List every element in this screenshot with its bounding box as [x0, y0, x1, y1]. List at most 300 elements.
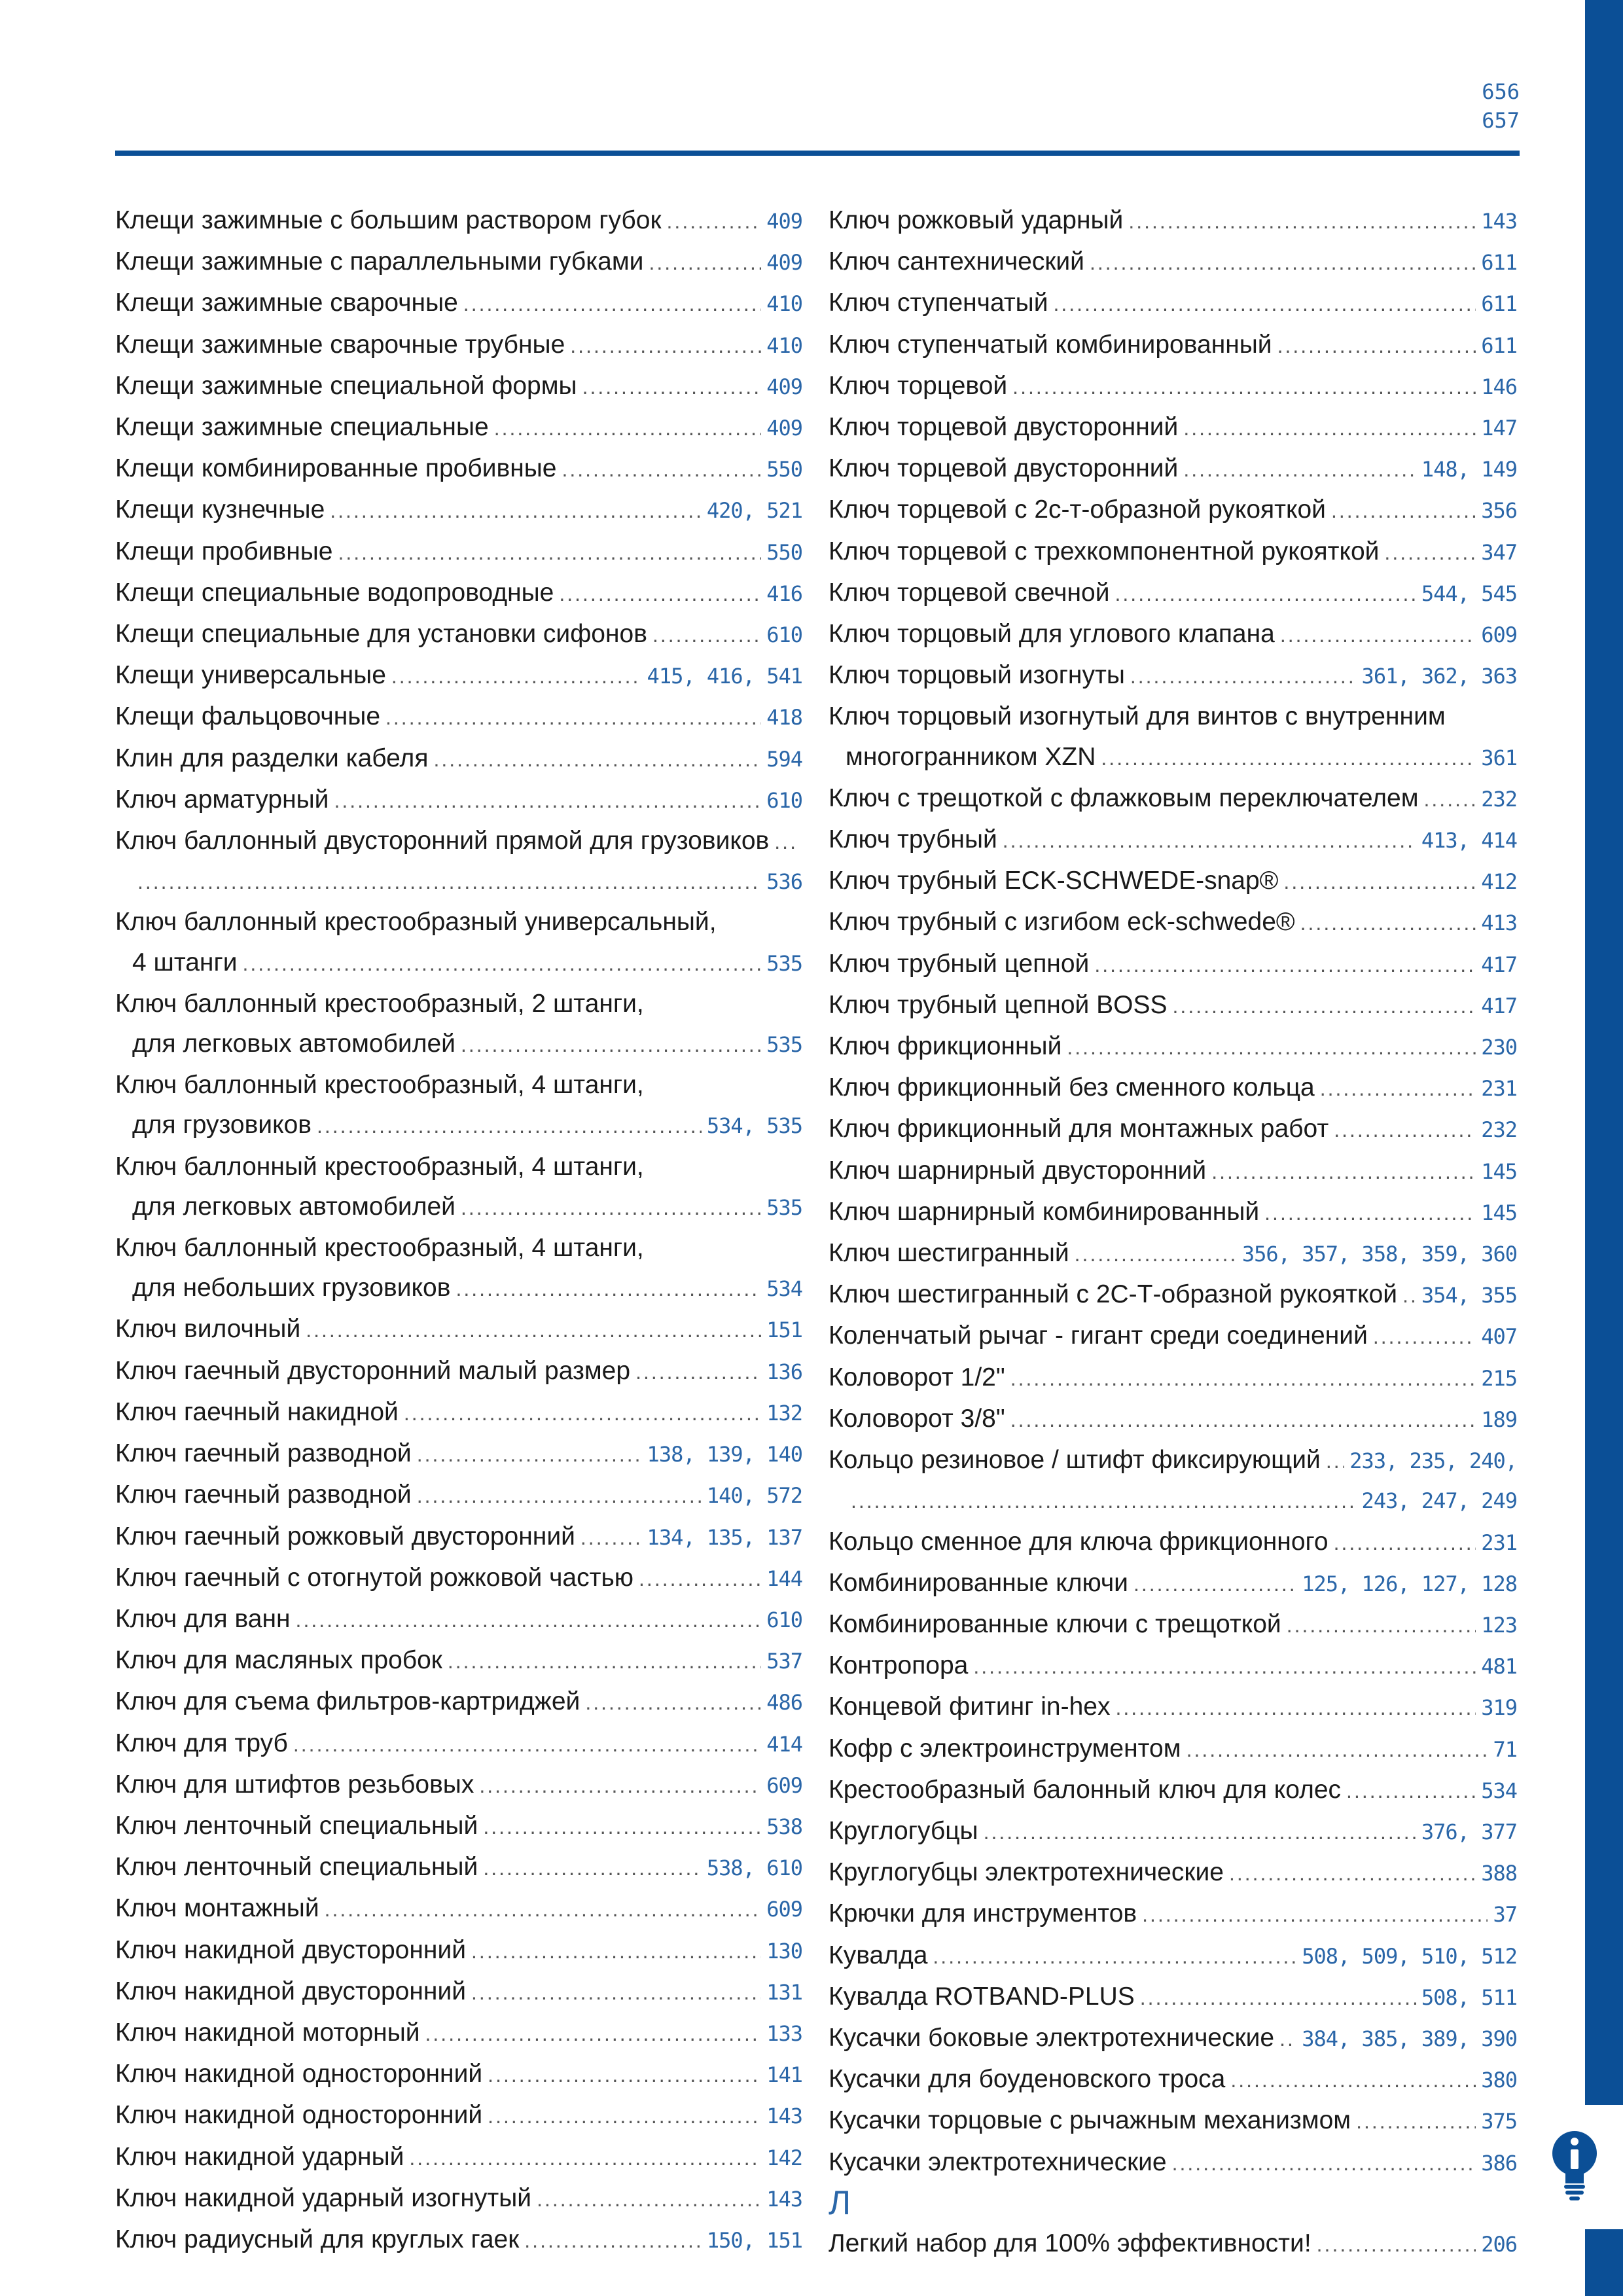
- dot-leader: [461, 1025, 761, 1065]
- index-entry-pages[interactable]: 388: [1481, 1861, 1517, 1886]
- index-entry: [829, 1563, 1517, 1604]
- dot-leader: [404, 1393, 761, 1433]
- index-entry-pages[interactable]: 189: [1481, 1407, 1517, 1432]
- index-entry-term: Ключ для масляных пробок: [115, 1646, 442, 1675]
- index-entry: [829, 1893, 1517, 1935]
- dot-leader: [455, 1269, 761, 1309]
- dot-leader: [1010, 1400, 1476, 1440]
- dot-leader: [1130, 656, 1357, 696]
- index-entry-pages[interactable]: 508, 509, 510, 512: [1302, 1943, 1517, 1969]
- dot-leader: [433, 740, 761, 780]
- index-entry: [829, 2142, 1517, 2183]
- index-entry: [115, 780, 802, 821]
- dot-leader: [851, 1481, 1357, 1521]
- dot-leader: [652, 615, 761, 655]
- index-entry: [115, 738, 802, 780]
- index-entry-term: многогранником XZN: [846, 742, 1096, 771]
- index-entry-pages[interactable]: 417: [1481, 993, 1517, 1018]
- dot-leader: [1334, 1110, 1476, 1150]
- index-entry-pages[interactable]: 144: [766, 1566, 802, 1591]
- index-entry: [829, 1109, 1517, 1150]
- index-entry: [115, 200, 802, 242]
- index-entry: [115, 531, 802, 573]
- index-entry-term: Ключ торцовый для углового клапана: [829, 620, 1275, 649]
- index-entry: [115, 902, 802, 942]
- index-entry-pages[interactable]: 481: [1481, 1654, 1517, 1679]
- index-entry-term: Ключ арматурный: [115, 785, 329, 814]
- index-entry-pages[interactable]: 418: [766, 705, 802, 730]
- index-entry-pages[interactable]: 356, 357, 358, 359, 360: [1241, 1242, 1517, 1267]
- index-entry-term: Ключ радиусный для круглых гаек: [115, 2225, 520, 2253]
- index-entry: [115, 573, 802, 614]
- dot-leader: [1277, 326, 1476, 366]
- dot-leader: [494, 408, 762, 448]
- index-entry-pages[interactable]: 544, 545: [1421, 581, 1517, 606]
- index-entry-pages[interactable]: 550: [766, 457, 802, 482]
- index-entry-pages[interactable]: 535: [766, 1032, 802, 1058]
- index-entry-term: для легковых автомобилей: [132, 1192, 455, 1221]
- index-entry-term: Круглогубцы электротехнические: [829, 1858, 1224, 1887]
- index-entry: [829, 1151, 1517, 1192]
- index-entry-term: Ключ торцовый изогнутый для винтов с внутренним: [829, 702, 1446, 731]
- index-entry-term: 4 штанги: [132, 948, 238, 977]
- index-entry: [115, 2219, 802, 2261]
- index-entry-term: Клещи комбинированные пробивные: [115, 454, 557, 483]
- index-entry-pages[interactable]: 361, 362, 363: [1361, 664, 1517, 689]
- dot-leader: [334, 781, 761, 821]
- index-entry-pages[interactable]: 133: [766, 2020, 802, 2046]
- index-entry-pages[interactable]: 409: [766, 416, 802, 441]
- index-entry-term: Ключ гаечный двусторонний малый размер: [115, 1356, 631, 1385]
- index-entry: [829, 1645, 1517, 1687]
- dot-leader: [1003, 821, 1416, 861]
- dot-leader: [1010, 1359, 1476, 1399]
- index-entry-pages[interactable]: 232: [1481, 786, 1517, 812]
- index-entry-pages[interactable]: 147: [1481, 416, 1517, 441]
- index-entry-pages[interactable]: 148, 149: [1421, 457, 1517, 482]
- index-entry-term: Ключ торцовый изогнуты: [829, 661, 1125, 690]
- index-entry-term: Ключ для съема фильтров-картриджей: [115, 1687, 580, 1716]
- index-entry-term: Кувалда: [829, 1941, 928, 1969]
- index-entry-term: Ключ накидной двусторонний: [115, 1935, 467, 1964]
- index-entry: [829, 614, 1517, 655]
- index-entry-pages[interactable]: 142: [766, 2145, 802, 2170]
- index-entry-term: Кусачки для боуденовского троса: [829, 2065, 1226, 2094]
- index-entry-pages[interactable]: 132: [766, 1400, 802, 1426]
- dot-leader: [306, 1310, 761, 1350]
- index-entry-term: Ключ фрикционный для монтажных работ: [829, 1115, 1329, 1143]
- index-entry-pages[interactable]: 415, 416, 541: [647, 664, 802, 689]
- index-entry-term: Ключ ступенчатый комбинированный: [829, 330, 1272, 359]
- index-entry-pages[interactable]: 231: [1481, 1076, 1517, 1102]
- index-entry-term: Клещи универсальные: [115, 661, 386, 690]
- index-entry-pages[interactable]: 409: [766, 374, 802, 399]
- index-entry: [115, 1392, 802, 1433]
- index-entry-term: Клещи специальные для установки сифонов: [115, 620, 647, 649]
- index-entry-pages[interactable]: 131: [766, 1979, 802, 2005]
- index-entry: [115, 325, 802, 366]
- index-entry-pages[interactable]: 134, 135, 137: [647, 1524, 802, 1550]
- index-entry-pages[interactable]: 230: [1481, 1035, 1517, 1060]
- dot-leader: [1075, 1234, 1237, 1274]
- index-entry-pages[interactable]: 611: [1481, 291, 1517, 317]
- index-entry: [829, 573, 1517, 614]
- index-entry: [115, 696, 802, 738]
- index-entry-pages[interactable]: 143: [766, 2186, 802, 2212]
- index-entry-term: Кусачки боковые электротехнические: [829, 2023, 1275, 2052]
- index-entry-pages[interactable]: 535: [766, 950, 802, 976]
- index-entry: [115, 1888, 802, 1929]
- index-entry: [829, 325, 1517, 366]
- index-entry-term: Комбинированные ключи: [829, 1568, 1128, 1597]
- index-entry-term: Ключ гаечный разводной: [115, 1439, 412, 1468]
- index-entry-pages[interactable]: 136: [766, 1359, 802, 1384]
- index-entry-pages[interactable]: 380: [1481, 2068, 1517, 2093]
- index-entry-pages[interactable]: 410: [766, 332, 802, 358]
- index-entry-pages[interactable]: 414: [766, 1731, 802, 1757]
- index-entry-pages[interactable]: 140, 572: [706, 1483, 802, 1509]
- index-entry-term: Крючки для инструментов: [829, 1899, 1137, 1928]
- index-entry-term: Клин для разделки кабеля: [115, 744, 429, 772]
- index-entry-term: Ключ гаечный с отогнутой рожковой частью: [115, 1563, 634, 1592]
- dot-leader: [488, 2055, 761, 2095]
- index-entry: [115, 1723, 802, 1765]
- index-entry-term: для легковых автомобилей: [132, 1030, 455, 1058]
- dot-leader: [1115, 1688, 1476, 1728]
- dot-leader: [137, 862, 761, 902]
- index-entry-term: Ключ баллонный крестообразный, 4 штанги,: [115, 1234, 644, 1263]
- section-letter: Л: [829, 2183, 851, 2222]
- index-entry: [115, 1930, 802, 1971]
- index-entry: [829, 1522, 1517, 1563]
- dot-leader: [1331, 491, 1476, 531]
- index-entry: [115, 821, 802, 862]
- index-entry-pages[interactable]: 138, 139, 140: [647, 1442, 802, 1467]
- index-entry: [829, 1604, 1517, 1645]
- index-entry: [115, 1147, 802, 1187]
- index-entry: [829, 655, 1517, 696]
- index-entry-pages[interactable]: 610: [766, 787, 802, 813]
- index-entry-term: Ключ торцевой двусторонний: [829, 413, 1179, 442]
- index-entry-term: Ключ шарнирный комбинированный: [829, 1197, 1260, 1226]
- side-accent-bar: [1585, 0, 1623, 2296]
- index-entry-term: Ключ вилочный: [115, 1315, 301, 1344]
- index-entry-term: Ключ фрикционный без сменного кольца: [829, 1073, 1315, 1102]
- index-entry-pages[interactable]: 347: [1481, 539, 1517, 565]
- index-entry-pages[interactable]: 376, 377: [1421, 1819, 1517, 1844]
- index-entry-pages[interactable]: 610: [766, 1607, 802, 1632]
- index-entry-term: Клещи пробивные: [115, 537, 333, 565]
- index-entry-term: Ключ торцевой с 2с-т-образной рукояткой: [829, 495, 1326, 524]
- index-entry: [115, 1228, 802, 1268]
- index-entry-pages[interactable]: 534, 535: [706, 1113, 802, 1139]
- dot-leader: [580, 1518, 642, 1558]
- page-numbers: [1482, 77, 1520, 135]
- dot-leader: [1320, 1069, 1476, 1109]
- index-entry-term: Коленчатый рычаг - гигант среди соединений: [829, 1321, 1368, 1350]
- index-column-left: [115, 200, 802, 2261]
- dot-leader: [973, 1647, 1476, 1687]
- index-entry-pages[interactable]: 412: [1481, 869, 1517, 895]
- index-entry-pages[interactable]: 611: [1481, 332, 1517, 358]
- index-entry: [829, 1440, 1517, 1481]
- dot-leader: [391, 656, 642, 696]
- index-entry: [829, 1977, 1517, 2018]
- index-entry-pages[interactable]: 151: [766, 1318, 802, 1343]
- index-entry-term: Ключ ступенчатый: [829, 289, 1048, 317]
- index-entry-term: Ключ сантехнический: [829, 247, 1084, 276]
- index-entry-term: Ключ ленточный специальный: [115, 1853, 478, 1882]
- index-entry: [115, 283, 802, 324]
- index-entry-pages[interactable]: 486: [766, 1690, 802, 1715]
- index-entry: [115, 1847, 802, 1888]
- index-entry-term: Ключ накидной моторный: [115, 2018, 420, 2047]
- index-entry: [829, 448, 1517, 490]
- index-entry-pages[interactable]: 384, 385, 389, 390: [1302, 2026, 1517, 2051]
- index-entry: [829, 1399, 1517, 1440]
- index-entry: [829, 861, 1517, 902]
- index-entry: [115, 984, 802, 1024]
- page-number-left: 656: [1482, 79, 1520, 104]
- index-entry-pages[interactable]: 611: [1481, 250, 1517, 276]
- index-entry-term: Круглогубцы: [829, 1816, 978, 1845]
- index-entry-pages[interactable]: 71: [1493, 1736, 1517, 1762]
- dot-leader: [1326, 1441, 1344, 1481]
- index-entry-pages[interactable]: 538: [766, 1814, 802, 1839]
- index-entry-pages[interactable]: 150, 151: [706, 2227, 802, 2253]
- index-entry-pages[interactable]: 375: [1481, 2109, 1517, 2134]
- index-entry: [829, 531, 1517, 573]
- index-entry: [829, 902, 1517, 943]
- index-entry: [115, 1640, 802, 1681]
- index-entry-term: Клещи зажимные специальной формы: [115, 371, 577, 400]
- index-entry-pages[interactable]: 420, 521: [706, 498, 802, 524]
- index-entry: [829, 1481, 1517, 1521]
- index-entry: [115, 1558, 802, 1599]
- dot-leader: [409, 2138, 761, 2178]
- dot-leader: [1186, 1730, 1488, 1770]
- index-entry-pages[interactable]: 594: [766, 746, 802, 772]
- index-entry-term: Ключ гаечный разводной: [115, 1480, 412, 1509]
- dot-leader: [1094, 945, 1476, 985]
- dot-leader: [582, 367, 762, 407]
- dot-leader: [562, 450, 761, 490]
- index-entry-term: Ключ баллонный крестообразный универсальный,: [115, 908, 717, 937]
- dot-leader: [639, 1559, 761, 1599]
- index-entry-pages[interactable]: 410: [766, 291, 802, 317]
- dot-leader: [1373, 1317, 1476, 1357]
- dot-leader: [537, 2179, 761, 2219]
- index-entry: [829, 1729, 1517, 1770]
- index-entry: [829, 366, 1517, 407]
- index-entry-pages[interactable]: 413: [1481, 910, 1517, 936]
- dot-leader: [425, 2014, 762, 2054]
- index-entry-term: Клещи кузнечные: [115, 495, 325, 524]
- index-entry-pages[interactable]: 534: [1481, 1778, 1517, 1803]
- index-entry: [829, 696, 1517, 736]
- index-entry-term: Клещи зажимные с большим раствором губок: [115, 206, 662, 234]
- index-entry-pages[interactable]: 233, 235, 240,: [1349, 1448, 1517, 1474]
- index-entry-pages[interactable]: 243, 247, 249: [1361, 1488, 1517, 1514]
- index-entry-pages[interactable]: 146: [1481, 374, 1517, 399]
- index-entry-pages[interactable]: 37: [1493, 1902, 1517, 1928]
- index-entry-term: Ключ накидной ударный: [115, 2142, 404, 2171]
- index-entry-pages[interactable]: 409: [766, 250, 802, 276]
- index-entry-pages[interactable]: 413, 414: [1421, 828, 1517, 853]
- index-entry: [115, 1105, 802, 1146]
- index-entry: [115, 2013, 802, 2054]
- index-entry-pages[interactable]: 537: [766, 1649, 802, 1674]
- header-rule: [115, 151, 1520, 156]
- dot-leader: [330, 491, 702, 531]
- dot-leader: [1300, 903, 1476, 943]
- dot-leader: [385, 698, 761, 738]
- dot-leader: [1133, 1564, 1296, 1604]
- index-entry-pages[interactable]: 123: [1481, 1612, 1517, 1638]
- index-entry: [829, 1935, 1517, 1977]
- index-entry-pages[interactable]: 535: [766, 1194, 802, 1220]
- index-entry: [115, 1433, 802, 1475]
- index-entry-pages[interactable]: 416: [766, 581, 802, 606]
- index-entry-term: Клещи зажимные специальные: [115, 413, 489, 442]
- dot-leader: [559, 574, 761, 614]
- index-entry-pages[interactable]: 125, 126, 127, 128: [1302, 1571, 1517, 1596]
- index-entry-term: Ключ накидной односторонний: [115, 2101, 483, 2130]
- index-entry-term: Ключ торцевой с трехкомпонентной рукояткой: [829, 537, 1380, 565]
- index-entry-pages[interactable]: 550: [766, 539, 802, 565]
- index-entry-pages[interactable]: 354, 355: [1421, 1283, 1517, 1308]
- index-entry-term: Коловорот 1/2": [829, 1363, 1005, 1391]
- index-entry-pages[interactable]: 538, 610: [706, 1856, 802, 1881]
- index-entry: [829, 1067, 1517, 1109]
- dot-leader: [1172, 2144, 1476, 2183]
- index-entry-term: Ключ трубный цепной: [829, 949, 1090, 978]
- index-entry-term: Ключ трубный с изгибом eck-schwede®: [829, 908, 1295, 937]
- dot-leader: [1229, 1854, 1476, 1893]
- index-entry-pages[interactable]: 361: [1481, 745, 1517, 770]
- index-entry-pages[interactable]: 534: [766, 1276, 802, 1302]
- index-entry-pages[interactable]: 231: [1481, 1530, 1517, 1555]
- index-entry: [115, 1971, 802, 2013]
- dot-leader: [317, 1106, 702, 1146]
- index-entry-pages[interactable]: 407: [1481, 1324, 1517, 1350]
- index-entry-pages[interactable]: 609: [766, 1772, 802, 1798]
- index-entry: [115, 1806, 802, 1847]
- index-entry-term: Кольцо сменное для ключа фрикционного: [829, 1527, 1329, 1556]
- index-entry-term: Кувалда ROTBAND-PLUS: [829, 1982, 1135, 2011]
- dot-leader: [296, 1600, 762, 1640]
- index-entry-term: Ключ гаечный накидной: [115, 1397, 399, 1426]
- index-entry-pages[interactable]: 609: [1481, 622, 1517, 648]
- index-entry-term: Ключ баллонный крестообразный, 4 штанги,: [115, 1152, 644, 1181]
- index-entry: [829, 242, 1517, 283]
- dot-leader: [483, 1848, 702, 1888]
- index-entry-term: Ключ баллонный двусторонний прямой для грузовиков: [115, 827, 770, 855]
- index-entry: [829, 985, 1517, 1026]
- index-entry-term: Кофр с электроинструментом: [829, 1734, 1181, 1763]
- index-entry: [829, 1274, 1517, 1316]
- index-entry-pages[interactable]: 386: [1481, 2150, 1517, 2176]
- index-entry-term: Ключ гаечный рожковый двусторонний: [115, 1522, 575, 1551]
- index-entry-term: Концевой фитинг in-hex: [829, 1693, 1111, 1721]
- index-entry-term: Ключ для труб: [115, 1729, 288, 1757]
- index-entry: [115, 942, 802, 984]
- index-entry: [115, 2095, 802, 2136]
- index-entry-term: Ключ рожковый ударный: [829, 206, 1124, 234]
- index-entry-pages[interactable]: 609: [766, 1897, 802, 1922]
- index-entry-pages[interactable]: 417: [1481, 952, 1517, 977]
- index-entry-pages[interactable]: 145: [1481, 1200, 1517, 1225]
- index-entry-pages[interactable]: 319: [1481, 1695, 1517, 1721]
- index-entry: [115, 407, 802, 448]
- index-entry-term: Ключ шестигранный: [829, 1239, 1069, 1268]
- index-entry-term: Клещи зажимные с параллельными губками: [115, 247, 644, 276]
- index-entry: [829, 200, 1517, 242]
- index-entry: [829, 1192, 1517, 1233]
- index-entry: [829, 1852, 1517, 1893]
- index-entry-pages[interactable]: 206: [1481, 2231, 1517, 2257]
- index-entry-term: Ключ торцевой: [829, 371, 1008, 400]
- info-lightbulb-icon: [1548, 2127, 1601, 2206]
- index-entry-term: Кусачки торцовые с рычажным механизмом: [829, 2106, 1351, 2135]
- dot-leader: [1128, 202, 1476, 242]
- index-entry: [829, 2059, 1517, 2100]
- index-entry: [115, 1681, 802, 1723]
- index-entry: [115, 490, 802, 531]
- dot-leader: [1384, 533, 1476, 573]
- index-entry: [115, 1309, 802, 1350]
- dot-leader: [471, 1931, 761, 1971]
- dot-leader: [1115, 574, 1416, 614]
- index-entry-pages[interactable]: 145: [1481, 1158, 1517, 1184]
- dot-leader: [1090, 243, 1476, 283]
- dot-leader: [1402, 1276, 1416, 1316]
- index-entry-pages[interactable]: 215: [1481, 1365, 1517, 1391]
- index-entry-term: Ключ трубный: [829, 825, 997, 854]
- index-entry-pages[interactable]: 232: [1481, 1117, 1517, 1143]
- index-entry-pages[interactable]: 141: [766, 2062, 802, 2088]
- index-entry-pages[interactable]: 610: [766, 622, 802, 648]
- index-entry-term: Ключ баллонный крестообразный, 4 штанги,: [115, 1071, 644, 1100]
- dot-leader: [1054, 284, 1476, 324]
- index-entry-pages[interactable]: 536: [766, 869, 802, 895]
- dot-leader: [1334, 1523, 1476, 1563]
- index-entry-term: Ключ трубный ECK-SCHWEDE-snap®: [829, 867, 1279, 895]
- index-entry-pages[interactable]: 143: [1481, 209, 1517, 234]
- index-entry: [115, 1024, 802, 1065]
- index-entry: [115, 448, 802, 490]
- index-entry-term: Кусачки электротехнические: [829, 2147, 1167, 2176]
- index-entry-pages[interactable]: 409: [766, 209, 802, 234]
- index-entry-pages[interactable]: 356: [1481, 498, 1517, 524]
- index-entry: [829, 1770, 1517, 1811]
- dot-leader: [448, 1641, 761, 1681]
- index-entry: [829, 490, 1517, 531]
- index-entry: [115, 1268, 802, 1309]
- index-entry-pages[interactable]: 130: [766, 1938, 802, 1964]
- index-entry-term: Ключ шестигранный с 2С-Т-образной рукояткой: [829, 1280, 1398, 1309]
- index-entry-pages[interactable]: 143: [766, 2104, 802, 2129]
- dot-leader: [1230, 2060, 1476, 2100]
- index-entry: [115, 1351, 802, 1392]
- index-entry-term: Ключ с трещоткой с флажковым переключателем: [829, 783, 1419, 812]
- index-entry-term: Ключ фрикционный: [829, 1032, 1062, 1061]
- index-entry: [115, 1516, 802, 1558]
- index-entry: [829, 407, 1517, 448]
- index-entry-pages[interactable]: 508, 511: [1421, 1984, 1517, 2010]
- index-entry-term: Ключ шарнирный двусторонний: [829, 1156, 1207, 1185]
- index-entry-term: Ключ торцевой свечной: [829, 578, 1110, 607]
